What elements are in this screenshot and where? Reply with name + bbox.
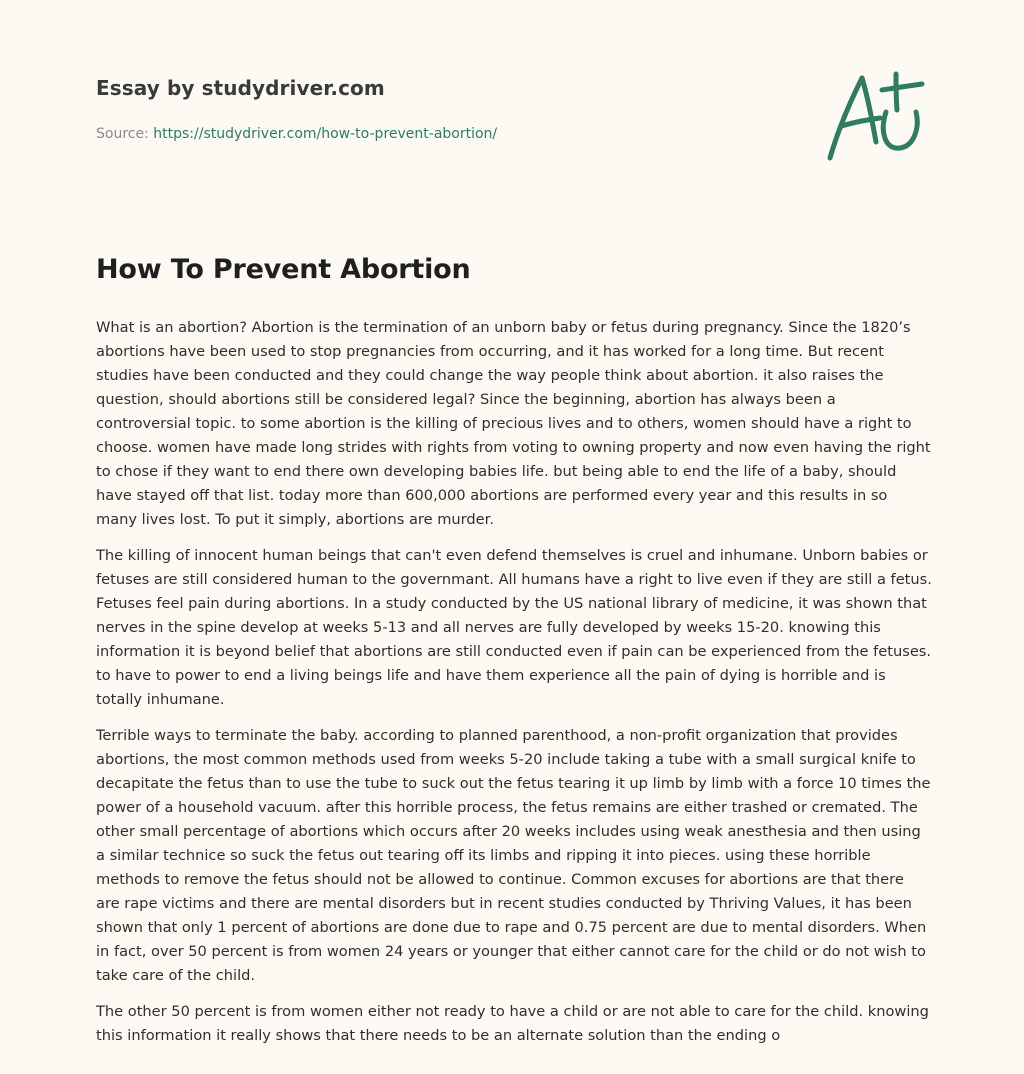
source-line: [96, 126, 796, 142]
essay-paragraph: What is an abortion? Abortion is the termination of an unborn baby or fetus during pregnancy. Since the 1820’s abortions have been used to stop pregnancies from occurring, and it has worked for a long time. But recent studies have been conducted and they could change the way people think about abortion. it also raises the question, should abortions still be considered legal? Since the beginning, abortion has always been a controversial topic. to some abortion is the killing of precious lives and to others, women should have a right to choose. women have made long strides with rights from voting to owning property and now even having the right to chose if they want to end there own developing babies life. but being able to end the life of a baby, should have stayed off that list. today more than 600,000 abortions are performed every year and this results in so many lives lost. To put it simply, abortions are murder.: [96, 319, 931, 528]
essay-paragraph: The killing of innocent human beings that can't even defend themselves is cruel and inhumane. Unborn babies or fetuses are still considered human to the governmant. All humans have a right to live even if they are still a fetus. Fetuses feel pain during abortions. In a study conducted by the US national library of medicine, it was shown that nerves in the spine develop at weeks 5-13 and all nerves are fully developed by weeks 15-20. knowing this information it is beyond belief that abortions are still conducted even if pain can be experienced from the fetuses. to have to power to end a living beings life and have them experience all the pain of dying is horrible and is totally inhumane.: [96, 547, 932, 708]
a-plus-logo-icon: [822, 68, 926, 164]
site-title: Essay by studydriver.com: [96, 76, 385, 100]
essay-paragraph: Terrible ways to terminate the baby. according to planned parenthood, a non-profit organization that provides abortions, the most common methods used from weeks 5-20 include taking a tube with a small surgical knife to decapitate the fetus than to use the tube to suck out the fetus tearing it up limb by limb with a force 10 times the power of a household vacuum. after this horrible process, the fetus remains are either trashed or cremated. The other small percentage of abortions which occurs after 20 weeks includes using weak anesthesia and then using a similar technice so suck the fetus out tearing off its limbs and ripping it into pieces. using these horrible methods to remove the fetus should not be allowed to continue. Common excuses for abortions are that there are rape victims and there are mental disorders but in recent studies conducted by Thriving Values, it has been shown that only 1 percent of abortions are done due to rape and 0.75 percent are due to mental disorders. When in fact, over 50 percent is from women 24 years or younger that either cannot care for the child or do not wish to take care of the child.: [96, 727, 931, 984]
source-link[interactable]: https://studydriver.com/how-to-prevent-abortion/: [153, 126, 498, 142]
essay-title: How To Prevent Abortion: [96, 254, 471, 285]
essay-header: [96, 76, 796, 142]
essay-body: [96, 316, 932, 1060]
essay-paragraph: The other 50 percent is from women either not ready to have a child or are not able to care for the child. knowing this information it really shows that there needs to be an alternate solution than the ending o: [96, 1003, 929, 1044]
source-label: Source:: [96, 126, 149, 142]
